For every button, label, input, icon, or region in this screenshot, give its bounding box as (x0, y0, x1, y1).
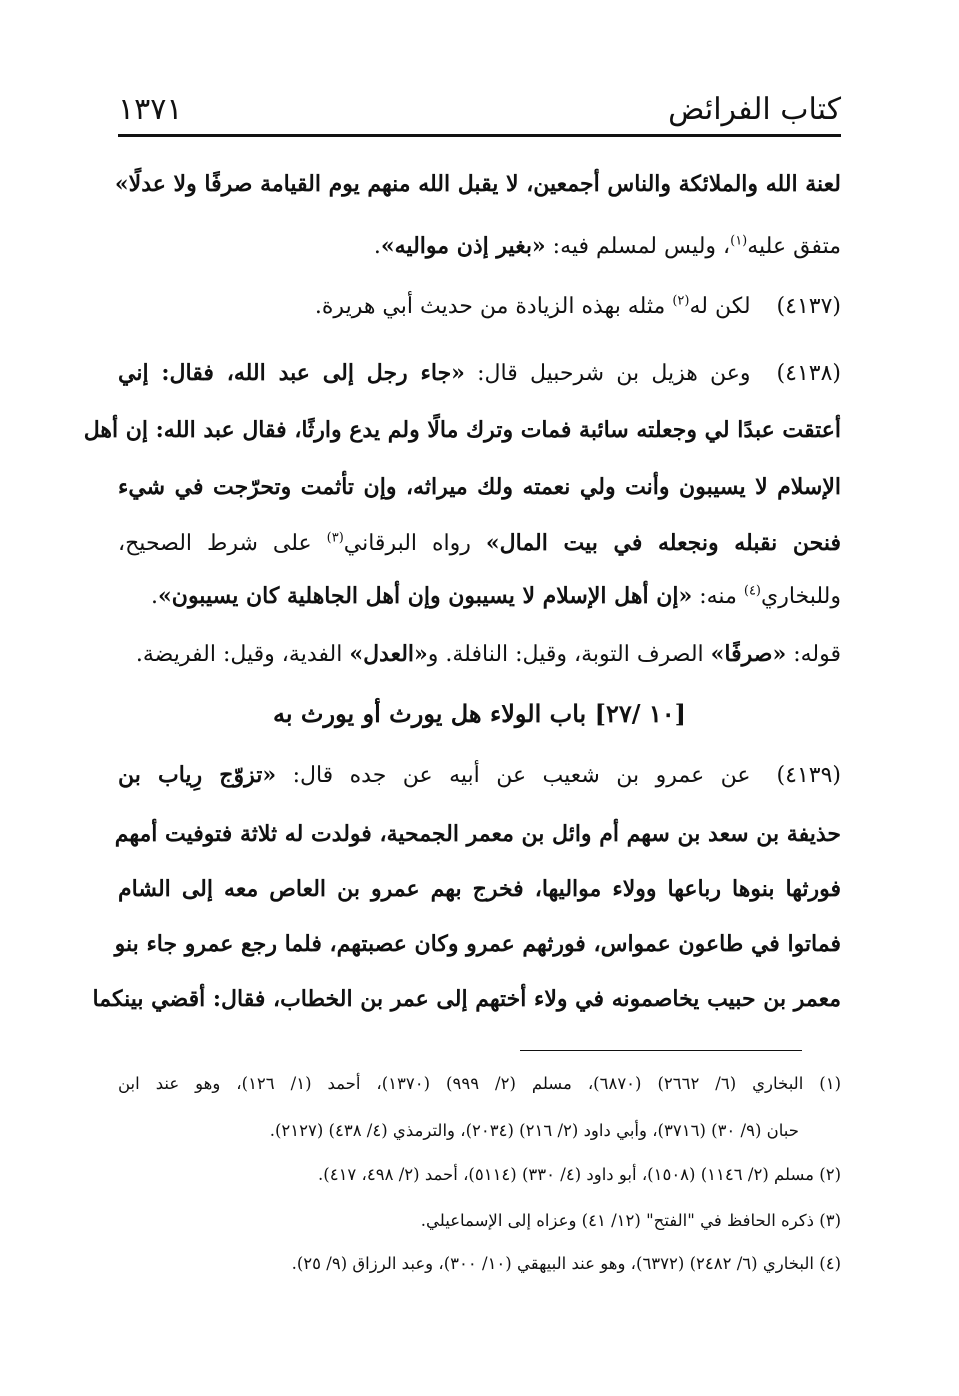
text-line: الإسلام لا يسيبون وأنت ولي نعمته ولك ميراثه، وإن تأثمت وتحرّجت في شيء (118, 474, 841, 500)
page-header (118, 90, 841, 134)
footnote-2: (٢) مسلم (٢/ ١١٤٦) (١٥٠٨)، أبو داود (٤/ ٣٣٠) (٥١١٤)، أحمد (٢/ ٤٩٨، ٤١٧). (318, 1165, 841, 1184)
page-number: ١٣٧١ (118, 92, 183, 127)
footnote-ref: (٣) (326, 530, 344, 546)
hadith-number: (٤١٣٧) (776, 294, 841, 319)
text-line: فورثها بنوها رباعها وولاء مواليها، فخرج بهم عمرو بن العاص معه إلى الشام (118, 876, 841, 902)
text-line: معمر بن حبيب يخاصمونه في ولاء أختهم إلى عمر بن الخطاب، فقال: أقضي بينكما (92, 986, 841, 1012)
book-title: كتاب الفرائض (668, 92, 841, 127)
footnote-3: (٣) ذكره الحافظ في "الفتح" (١٢/ ٤١) وعزاه إلى الإسماعيلي. (420, 1211, 841, 1230)
hadith-4137: (٤١٣٧)لكن له$^{(٢)}$ مثله بهذه الزيادة من حديث أبي هريرة. (118, 287, 841, 327)
footnote-4: (٤) البخاري (٦/ ٢٤٨٢) (٦٣٧٢)، وهو عند البيهقي (١٠/ ٣٠٠)، وعبد الرزاق (٩/ ٢٥). (291, 1254, 841, 1273)
chapter-heading: [١٠ /٢٧] باب الولاء هل يورث أو يورث به (273, 699, 686, 728)
footnote-ref: (٤) (743, 583, 761, 599)
text-line: فنحن نقبله ونجعله في بيت المال» رواه البرقاني$^{(٣)}$ على شرط الصحيح، (118, 530, 841, 556)
text-line: فماتوا في طاعون عمواس، فورثهم عمرو وكان عصبتهم، فلما رجع عمرو جاء بنو (114, 931, 841, 957)
text-line: متفق عليه$^{(١)}$، وليس لمسلم فيه: «بغير إذن مواليه». (373, 233, 841, 259)
hadith-number: (٤١٣٩) (776, 763, 841, 788)
hadith-4138: (٤١٣٨)وعن هزيل بن شرحبيل قال: «جاء رجل إلى عبد الله، فقال: إني (118, 353, 841, 394)
text-line: قوله: «صرفًا» الصرف التوبة، وقيل: النافلة. و«العدل» الفدية، وقيل: الفريضة. (135, 641, 841, 667)
hadith-number: (٤١٣٨) (776, 361, 841, 386)
footnote-ref: (٢) (672, 293, 690, 309)
text-line: وللبخاري$^{(٤)}$ منه: «إن أهل الإسلام لا يسيبون وإن أهل الجاهلية كان يسيبون». (151, 583, 841, 609)
header-rule (118, 134, 841, 137)
footnote-1: (١) البخاري (٦/ ٢٦٦٢) (٦٨٧٠)، مسلم (٢/ ٩٩٩) (١٣٧٠)، أحمد (١/ ١٢٦)، وهو عند ابن (118, 1074, 842, 1093)
text-line: حذيفة بن سعد بن سهم أم وائل بن معمر الجمحية، فولدت له ثلاثة فتوفيت أمهم (114, 821, 841, 847)
hadith-4139: (٤١٣٩)عن عمرو بن شعيب عن أبيه عن جده قال: «تزوّج رِياب بن (118, 755, 841, 796)
footnote-ref: (١) (730, 233, 748, 249)
text-line: أعتقت عبدًا لي وجعلته سائبة فمات وترك مالًا ولم يدع وارثًا، فقال عبد الله: إن أهل (83, 417, 841, 443)
text-line: لعنة الله والملائكة والناس أجمعين، لا يقبل الله منهم يوم القيامة صرفًا ولا عدلًا» (114, 171, 841, 197)
footnote-separator (520, 1050, 802, 1051)
footnote-1-cont: حبان (٩/ ٣٠) (٣٧١٦)، وأبي داود (٢/ ٢١٦) (٢٠٣٤)، والترمذي (٤/ ٤٣٨) (٢١٢٧). (269, 1121, 799, 1140)
